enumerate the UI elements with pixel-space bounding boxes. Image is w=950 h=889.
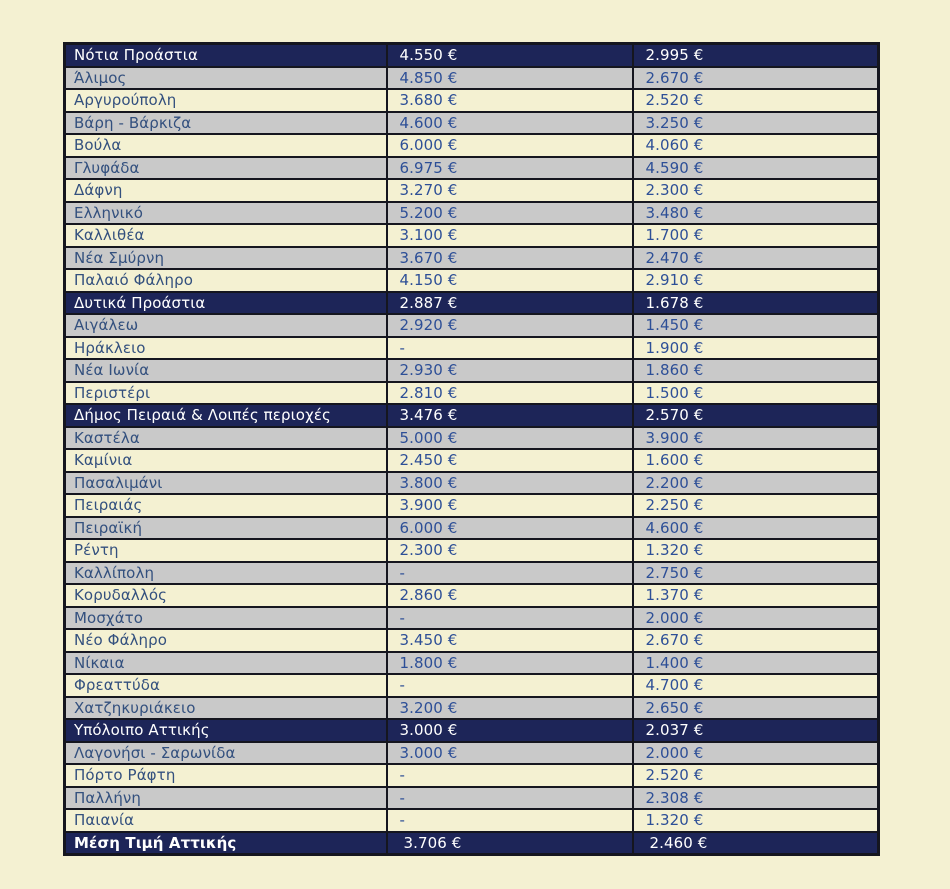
price-col-2-cell: 1.860 € <box>633 359 879 382</box>
table-row <box>65 89 879 112</box>
area-name-cell: Αργυρούπολη <box>65 89 387 112</box>
price-col-1-cell: 4.150 € <box>387 269 633 292</box>
price-col-2-cell: 2.995 € <box>633 44 879 67</box>
area-name-cell: Αιγάλεω <box>65 314 387 337</box>
table-row <box>65 674 879 697</box>
area-name-cell: Νέα Ιωνία <box>65 359 387 382</box>
price-col-2-cell: 1.320 € <box>633 809 879 832</box>
area-name-cell: Πειραιάς <box>65 494 387 517</box>
price-col-1-cell: 2.810 € <box>387 382 633 405</box>
price-col-1-cell: 6.000 € <box>387 134 633 157</box>
table-row <box>65 764 879 787</box>
area-name-cell: Μοσχάτο <box>65 607 387 630</box>
price-col-1-cell: 3.200 € <box>387 697 633 720</box>
price-col-2-cell: 1.500 € <box>633 382 879 405</box>
price-col-2-cell: 3.250 € <box>633 112 879 135</box>
price-col-1-cell: 2.450 € <box>387 449 633 472</box>
price-col-1-cell: 3.476 € <box>387 404 633 427</box>
price-col-1-cell: - <box>387 674 633 697</box>
price-col-2-cell: 2.037 € <box>633 719 879 742</box>
price-col-2-cell: 1.678 € <box>633 292 879 315</box>
table-row <box>65 562 879 585</box>
area-name-cell: Βούλα <box>65 134 387 157</box>
price-col-2-cell: 4.590 € <box>633 157 879 180</box>
area-name-cell: Ελληνικό <box>65 202 387 225</box>
table-row <box>65 112 879 135</box>
price-col-1-cell: 4.600 € <box>387 112 633 135</box>
table-row <box>65 202 879 225</box>
area-name-cell: Μέση Τιμή Αττικής <box>65 832 387 855</box>
price-col-2-cell: 2.300 € <box>633 179 879 202</box>
area-name-cell: Δήμος Πειραιά & Λοιπές περιοχές <box>65 404 387 427</box>
table-row <box>65 517 879 540</box>
area-name-cell: Νίκαια <box>65 652 387 675</box>
table-row <box>65 314 879 337</box>
price-col-1-cell: 1.800 € <box>387 652 633 675</box>
table-row <box>65 697 879 720</box>
price-col-2-cell: 2.250 € <box>633 494 879 517</box>
price-col-1-cell: - <box>387 764 633 787</box>
area-name-cell: Ηράκλειο <box>65 337 387 360</box>
price-col-2-cell: 4.060 € <box>633 134 879 157</box>
attica-price-table <box>63 42 880 856</box>
price-col-1-cell: - <box>387 562 633 585</box>
table-row <box>65 539 879 562</box>
price-col-2-cell: 1.600 € <box>633 449 879 472</box>
price-col-2-cell: 2.750 € <box>633 562 879 585</box>
price-col-2-cell: 3.900 € <box>633 427 879 450</box>
price-col-1-cell: 3.900 € <box>387 494 633 517</box>
table-row <box>65 224 879 247</box>
price-col-2-cell: 2.308 € <box>633 787 879 810</box>
price-col-1-cell: 3.706 € <box>387 832 633 855</box>
price-table-container <box>63 42 880 856</box>
price-col-2-cell: 2.670 € <box>633 629 879 652</box>
table-row <box>65 809 879 832</box>
price-col-1-cell: 3.000 € <box>387 742 633 765</box>
price-col-1-cell: - <box>387 809 633 832</box>
price-col-2-cell: 1.900 € <box>633 337 879 360</box>
price-col-1-cell: 2.930 € <box>387 359 633 382</box>
price-col-1-cell: 2.300 € <box>387 539 633 562</box>
price-col-1-cell: 5.200 € <box>387 202 633 225</box>
price-col-2-cell: 1.700 € <box>633 224 879 247</box>
price-table-body <box>65 44 879 855</box>
area-name-cell: Παλαιό Φάληρο <box>65 269 387 292</box>
area-name-cell: Περιστέρι <box>65 382 387 405</box>
area-name-cell: Νότια Προάστια <box>65 44 387 67</box>
area-name-cell: Βάρη - Βάρκιζα <box>65 112 387 135</box>
price-col-2-cell: 2.670 € <box>633 67 879 90</box>
table-row <box>65 742 879 765</box>
table-row <box>65 494 879 517</box>
area-name-cell: Κορυδαλλός <box>65 584 387 607</box>
section-header-row <box>65 292 879 315</box>
area-name-cell: Δυτικά Προάστια <box>65 292 387 315</box>
table-row <box>65 157 879 180</box>
table-row <box>65 67 879 90</box>
table-row <box>65 359 879 382</box>
area-name-cell: Καστέλα <box>65 427 387 450</box>
table-row <box>65 247 879 270</box>
price-col-2-cell: 2.520 € <box>633 89 879 112</box>
area-name-cell: Δάφνη <box>65 179 387 202</box>
area-name-cell: Άλιμος <box>65 67 387 90</box>
table-row <box>65 337 879 360</box>
area-name-cell: Φρεαττύδα <box>65 674 387 697</box>
table-row <box>65 134 879 157</box>
price-col-1-cell: 2.887 € <box>387 292 633 315</box>
price-col-2-cell: 2.520 € <box>633 764 879 787</box>
area-name-cell: Παιανία <box>65 809 387 832</box>
section-header-row <box>65 719 879 742</box>
price-col-1-cell: 3.680 € <box>387 89 633 112</box>
price-col-2-cell: 1.370 € <box>633 584 879 607</box>
price-col-1-cell: 4.550 € <box>387 44 633 67</box>
area-name-cell: Καμίνια <box>65 449 387 472</box>
area-name-cell: Καλλιθέα <box>65 224 387 247</box>
price-col-2-cell: 3.480 € <box>633 202 879 225</box>
area-name-cell: Νέο Φάληρο <box>65 629 387 652</box>
table-row <box>65 787 879 810</box>
area-name-cell: Πασαλιμάνι <box>65 472 387 495</box>
price-col-1-cell: 6.000 € <box>387 517 633 540</box>
price-col-1-cell: 3.450 € <box>387 629 633 652</box>
table-row <box>65 652 879 675</box>
summary-row <box>65 832 879 855</box>
area-name-cell: Γλυφάδα <box>65 157 387 180</box>
table-row <box>65 629 879 652</box>
area-name-cell: Υπόλοιπο Αττικής <box>65 719 387 742</box>
area-name-cell: Νέα Σμύρνη <box>65 247 387 270</box>
price-col-1-cell: 3.270 € <box>387 179 633 202</box>
section-header-row <box>65 44 879 67</box>
table-row <box>65 179 879 202</box>
area-name-cell: Ρέντη <box>65 539 387 562</box>
price-col-1-cell: 3.000 € <box>387 719 633 742</box>
price-col-2-cell: 2.650 € <box>633 697 879 720</box>
table-row <box>65 427 879 450</box>
price-col-1-cell: 6.975 € <box>387 157 633 180</box>
price-col-1-cell: - <box>387 787 633 810</box>
table-row <box>65 472 879 495</box>
area-name-cell: Καλλίπολη <box>65 562 387 585</box>
price-col-2-cell: 2.460 € <box>633 832 879 855</box>
price-col-2-cell: 1.400 € <box>633 652 879 675</box>
price-col-2-cell: 2.910 € <box>633 269 879 292</box>
section-header-row <box>65 404 879 427</box>
price-col-2-cell: 2.200 € <box>633 472 879 495</box>
price-col-2-cell: 1.450 € <box>633 314 879 337</box>
price-col-1-cell: - <box>387 337 633 360</box>
price-col-2-cell: 4.600 € <box>633 517 879 540</box>
table-row <box>65 269 879 292</box>
area-name-cell: Πειραϊκή <box>65 517 387 540</box>
table-row <box>65 449 879 472</box>
price-col-1-cell: 2.920 € <box>387 314 633 337</box>
price-col-1-cell: 5.000 € <box>387 427 633 450</box>
price-col-2-cell: 2.570 € <box>633 404 879 427</box>
price-col-1-cell: 3.800 € <box>387 472 633 495</box>
price-col-2-cell: 2.000 € <box>633 742 879 765</box>
area-name-cell: Παλλήνη <box>65 787 387 810</box>
price-col-2-cell: 4.700 € <box>633 674 879 697</box>
table-row <box>65 382 879 405</box>
area-name-cell: Χατζηκυριάκειο <box>65 697 387 720</box>
price-col-1-cell: 4.850 € <box>387 67 633 90</box>
price-col-2-cell: 1.320 € <box>633 539 879 562</box>
table-row <box>65 584 879 607</box>
area-name-cell: Λαγονήσι - Σαρωνίδα <box>65 742 387 765</box>
price-col-2-cell: 2.000 € <box>633 607 879 630</box>
price-col-1-cell: 3.100 € <box>387 224 633 247</box>
price-col-1-cell: - <box>387 607 633 630</box>
table-row <box>65 607 879 630</box>
price-col-2-cell: 2.470 € <box>633 247 879 270</box>
area-name-cell: Πόρτο Ράφτη <box>65 764 387 787</box>
price-col-1-cell: 2.860 € <box>387 584 633 607</box>
price-col-1-cell: 3.670 € <box>387 247 633 270</box>
